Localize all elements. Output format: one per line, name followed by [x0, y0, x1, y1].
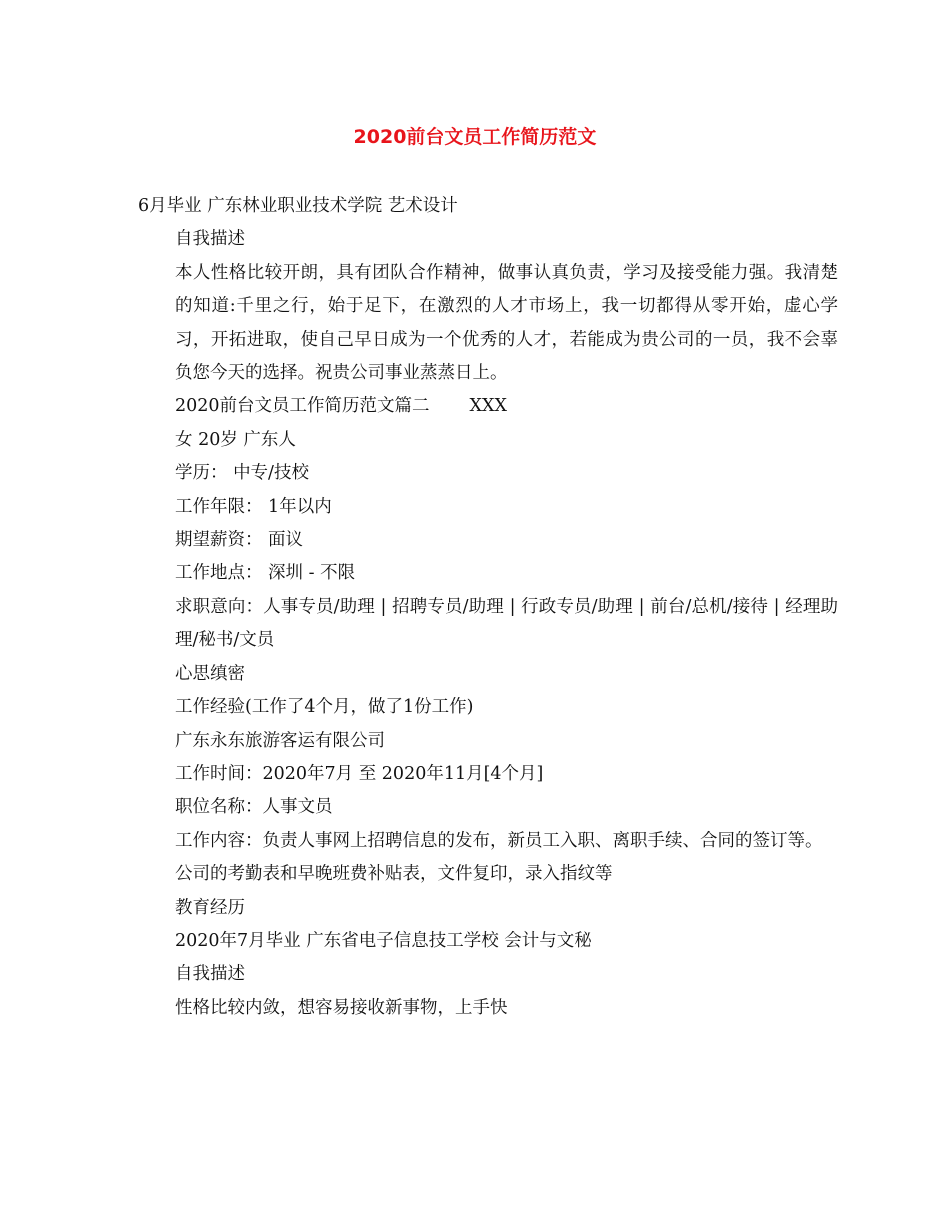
document-title: 2020前台文员工作简历范文: [353, 126, 597, 148]
work-years: 工作年限： 1年以内: [175, 496, 332, 517]
heading-part-two: [138, 390, 838, 423]
education-level: 学历： 中专/技校: [175, 463, 309, 484]
position-title: 职位名称：人事文员: [175, 797, 333, 818]
job-content: 工作内容：负责人事网上招聘信息的发布，新员工入职、离职手续、合同的签订等。: [175, 830, 823, 851]
paragraph-graduation: 6月毕业 广东林业职业技术学院 艺术设计: [138, 196, 458, 216]
work-experience-heading: 工作经验(工作了4个月，做了1份工作): [175, 697, 474, 718]
expected-salary: 期望薪资： 面议: [175, 530, 304, 551]
education-heading: 教育经历: [175, 897, 245, 918]
trait: 心思缜密: [175, 663, 245, 684]
job-content-extra: 公司的考勤表和早晚班费补贴表，文件复印，录入指纹等: [175, 864, 613, 885]
job-intention: 求职意向：人事专员/助理 | 招聘专员/助理 | 行政专员/助理 | 前台/总机/接待 | 经理助理/秘书/文员: [175, 596, 838, 651]
work-location: 工作地点： 深圳 - 不限: [175, 563, 356, 584]
document-body: [138, 190, 838, 1025]
self-description-2: 性格比较内敛，想容易接收新事物，上手快: [175, 997, 508, 1018]
work-period: 工作时间：2020年7月 至 2020年11月[4个月]: [175, 763, 544, 784]
education-entry: 2020年7月毕业 广东省电子信息技工学校 会计与文秘: [175, 930, 592, 951]
paragraph-self-description: 本人性格比较开朗，具有团队合作精神，做事认真负责，学习及接受能力强。我清楚的知道:千里之行，始于足下，在激烈的人才市场上，我一切都得从零开始，虚心学习，开拓进取，使自己早日成为一个优秀的人才，若能成为贵公司的一员，我不会辜负您今天的选择。祝贵公司事业蒸蒸日上。: [175, 262, 838, 384]
candidate-name: XXX: [469, 396, 507, 417]
personal-info: 女 20岁 广东人: [175, 429, 296, 450]
company-name: 广东永东旅游客运有限公司: [175, 730, 385, 751]
heading-self-description: 自我描述: [175, 229, 245, 250]
self-description-heading-2: 自我描述: [175, 964, 245, 985]
part-two-title: 2020前台文员工作简历范文篇二: [175, 396, 430, 417]
